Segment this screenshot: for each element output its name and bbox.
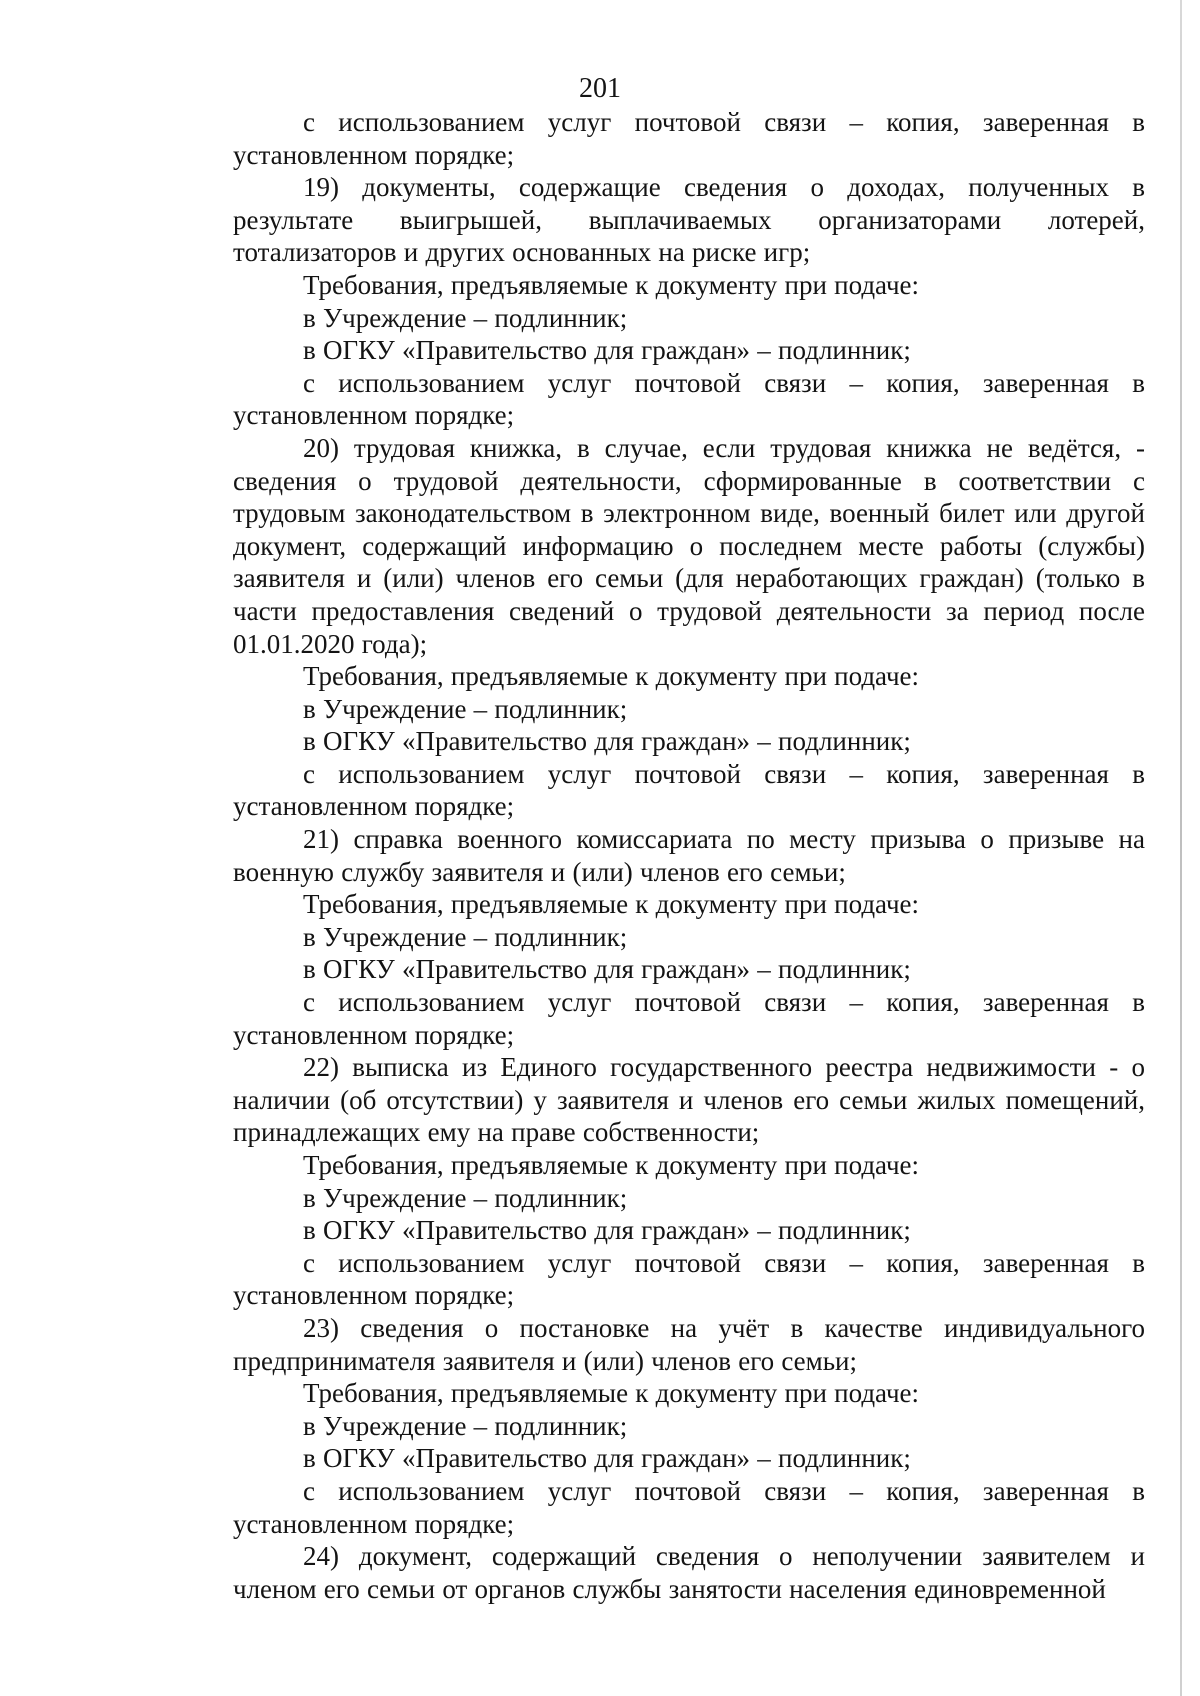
document-body bbox=[233, 106, 1145, 1605]
paragraph: 20) трудовая книжка, в случае, если трудовая книжка не ведётся, - сведения о трудовой деятельности, сформированные в соответствии с трудовым законодательством в электронном виде, военный билет или другой документ, содержащий информацию о последнем месте работы (службы) заявителя и (или) членов его семьи (для неработающих граждан) (только в части предоставления сведений о трудовой деятельности за период после 01.01.2020 года); bbox=[233, 432, 1145, 659]
paragraph: с использованием услуг почтовой связи – копия, заверенная в установленном порядке; bbox=[233, 1247, 1145, 1311]
paragraph: в ОГКУ «Правительство для граждан» – подлинник; bbox=[303, 335, 911, 366]
paragraph: с использованием услуг почтовой связи – копия, заверенная в установленном порядке; bbox=[233, 107, 1145, 170]
paragraph: в Учреждение – подлинник; bbox=[303, 693, 628, 724]
paragraph: в ОГКУ «Правительство для граждан» – подлинник; bbox=[303, 1215, 911, 1246]
paragraph: Требования, предъявляемые к документу при подаче: bbox=[303, 269, 920, 300]
paragraph: в ОГКУ «Правительство для граждан» – подлинник; bbox=[303, 1443, 911, 1474]
paragraph: в Учреждение – подлинник; bbox=[303, 1410, 628, 1441]
paragraph: в Учреждение – подлинник; bbox=[303, 302, 628, 333]
paragraph: с использованием услуг почтовой связи – копия, заверенная в установленном порядке; bbox=[233, 367, 1145, 431]
paragraph: 19) документы, содержащие сведения о доходах, полученных в результате выигрышей, выплачиваемых организаторами лотерей, тотализаторов и других основанных на риске игр; bbox=[233, 172, 1145, 268]
paragraph: 23) сведения о постановке на учёт в качестве индивидуального предпринимателя заявителя и (или) членов его семьи; bbox=[233, 1312, 1145, 1376]
paragraph: в Учреждение – подлинник; bbox=[303, 1182, 628, 1213]
paragraph: в ОГКУ «Правительство для граждан» – подлинник; bbox=[303, 954, 911, 985]
paragraph: Требования, предъявляемые к документу при подаче: bbox=[303, 1378, 920, 1409]
paragraph: 24) документ, содержащий сведения о неполучении заявителем и членом его семьи от органов службы занятости населения единовременной bbox=[233, 1541, 1145, 1604]
paragraph: с использованием услуг почтовой связи – копия, заверенная в установленном порядке; bbox=[233, 987, 1145, 1050]
paragraph: в ОГКУ «Правительство для граждан» – подлинник; bbox=[303, 726, 911, 757]
paragraph: 21) справка военного комиссариата по месту призыва о призыве на военную службу заявителя и (или) членов его семьи; bbox=[233, 824, 1145, 887]
paragraph: в Учреждение – подлинник; bbox=[303, 921, 628, 952]
scan-edge-line bbox=[1180, 0, 1182, 1696]
paragraph: Требования, предъявляемые к документу при подаче: bbox=[303, 1150, 920, 1180]
paragraph: с использованием услуг почтовой связи – копия, заверенная в установленном порядке; bbox=[233, 1475, 1145, 1539]
page-number: 201 bbox=[579, 73, 621, 104]
paragraph: с использованием услуг почтовой связи – копия, заверенная в установленном порядке; bbox=[233, 758, 1145, 822]
paragraph: 22) выписка из Единого государственного реестра недвижимости - о наличии (об отсутствии) у заявителя и членов его семьи жилых помещений, принадлежащих ему на праве собственности; bbox=[233, 1052, 1145, 1148]
paragraph: Требования, предъявляемые к документу при подаче: bbox=[303, 661, 920, 692]
paragraph: Требования, предъявляемые к документу при подаче: bbox=[303, 889, 920, 920]
